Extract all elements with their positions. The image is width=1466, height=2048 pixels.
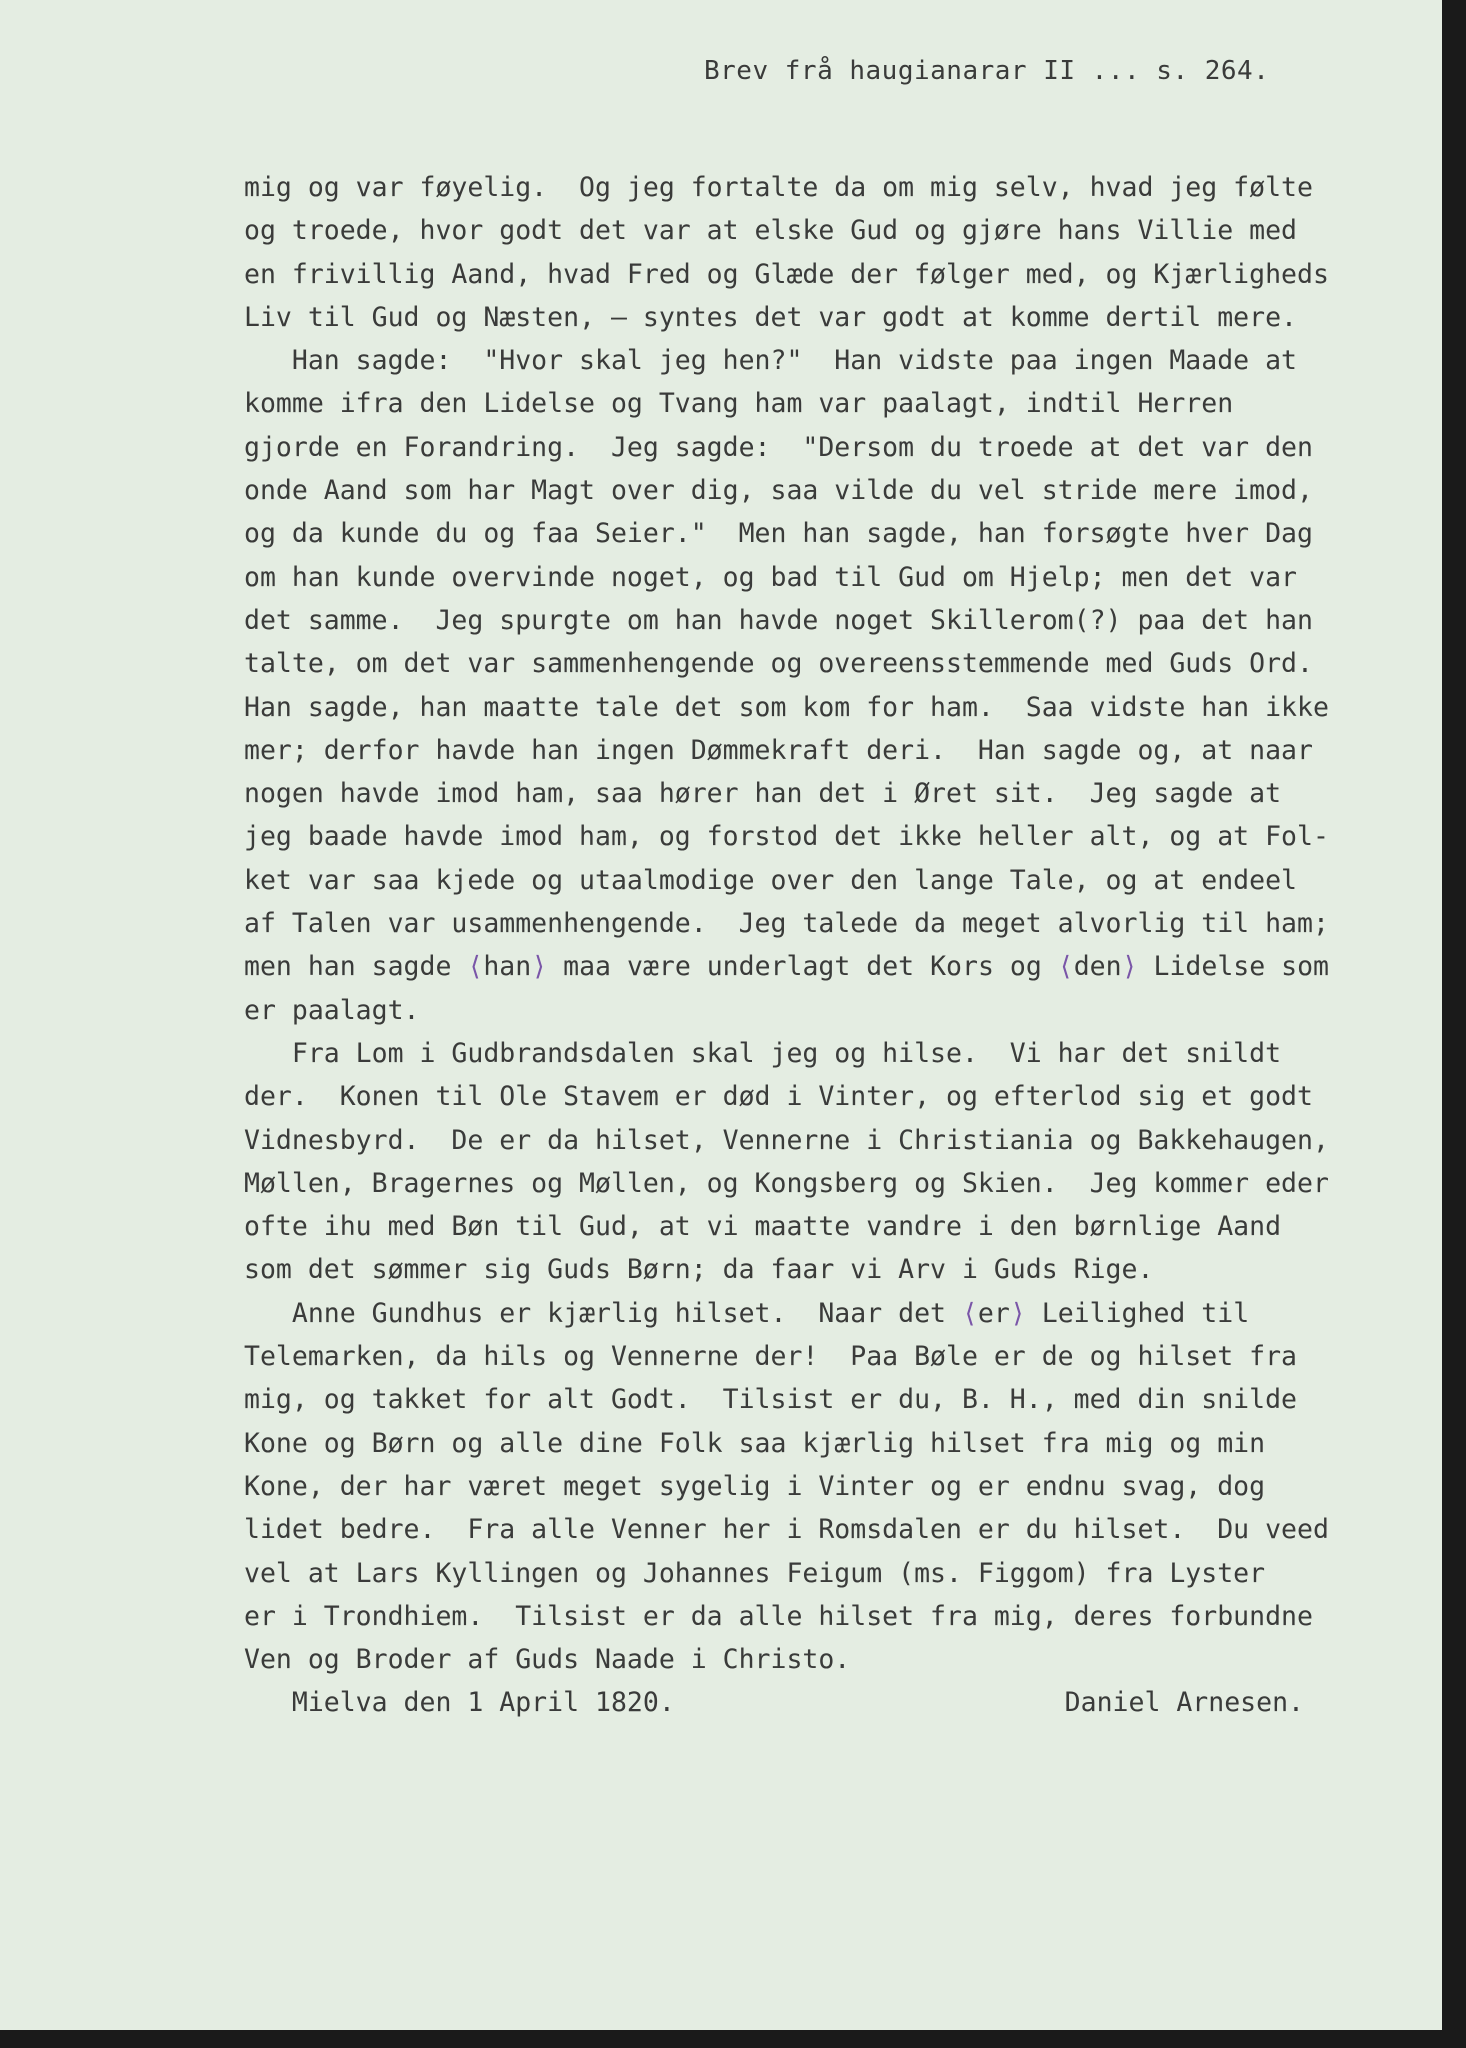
text-line: gjorde en Forandring. Jeg sagde: "Dersom du troede at det var den: [244, 431, 1313, 463]
text-line: jeg baade havde imod ham, og forstod det ikke heller alt, og at Fol-: [244, 821, 1329, 853]
text-line: vel at Lars Kyllingen og Johannes Feigum (ms. Figgom) fra Lyster: [244, 1557, 1266, 1589]
signature: Daniel Arnesen.: [1064, 1687, 1304, 1719]
editor-bracket-open: ⟨: [467, 951, 484, 983]
text-line: Telemarken, da hils og Vennerne der! Paa Bøle er de og hilset fra: [244, 1341, 1297, 1373]
text-line: talte, om det var sammenhengende og overeensstemmende med Guds Ord.: [244, 648, 1313, 680]
text-line: ket var saa kjede og utaalmodige over den lange Tale, og at endeel: [244, 864, 1297, 896]
page-reference-header: Brev frå haugianarar II ... s. 264.: [704, 56, 1270, 86]
text-line: og troede, hvor godt det var at elske Gud og gjøre hans Villie med: [244, 215, 1297, 247]
inserted-word: er: [977, 1297, 1010, 1329]
text-line: Ven og Broder af Guds Naade i Christo.: [244, 1644, 851, 1676]
editor-bracket-open: ⟨: [1057, 951, 1074, 983]
text-line: som det sømmer sig Guds Børn; da faar vi Arv i Guds Rige.: [244, 1254, 1154, 1286]
editor-bracket-open: ⟨: [961, 1297, 978, 1329]
text-line: mig og var føyelig. Og jeg fortalte da om mig selv, hvad jeg følte: [244, 172, 1313, 203]
inserted-word: han: [483, 951, 532, 983]
editor-bracket-close: ⟩: [1121, 951, 1138, 983]
text-line: Liv til Gud og Næsten, — syntes det var godt at komme dertil mere.: [244, 301, 1297, 333]
place-and-date: Mielva den 1 April 1820.: [244, 1687, 675, 1719]
text-line: er i Trondhiem. Tilsist er da alle hilset fra mig, deres forbundne: [244, 1600, 1313, 1632]
text-line: Fra Lom i Gudbrandsdalen skal jeg og hilse. Vi har det snildt: [244, 1037, 1282, 1069]
text-line: mer; derfor havde han ingen Dømmekraft deri. Han sagde og, at naar: [244, 734, 1313, 766]
text-line: mig, og takket for alt Godt. Tilsist er du, B. H., med din snilde: [244, 1384, 1297, 1416]
letter-body: [244, 166, 1419, 1725]
text-line: lidet bedre. Fra alle Venner her i Romsdalen er du hilset. Du veed: [244, 1514, 1329, 1546]
text-line: og da kunde du og faa Seier." Men han sagde, han forsøgte hver Dag: [244, 518, 1313, 550]
text-line: er paalagt.: [244, 994, 420, 1026]
text-line: Vidnesbyrd. De er da hilset, Vennerne i Christiania og Bakkehaugen,: [244, 1124, 1329, 1156]
text-line: nogen havde imod ham, saa hører han det i Øret sit. Jeg sagde at: [244, 778, 1282, 810]
text-line-with-editor-marks: men han sagde ⟨han⟩ maa være underlagt det Kors og ⟨den⟩ Lidelse som: [244, 951, 1329, 983]
text-line: Han sagde: "Hvor skal jeg hen?" Han vidste paa ingen Maade at: [244, 345, 1297, 377]
closing-line: [244, 1681, 1304, 1724]
text-line: Han sagde, han maatte tale det som kom for ham. Saa vidste han ikke: [244, 691, 1329, 723]
text-line: Kone, der har været meget sygelig i Vinter og er endnu svag, dog: [244, 1470, 1266, 1502]
text-line: ofte ihu med Bøn til Gud, at vi maatte vandre i den børnlige Aand: [244, 1211, 1282, 1243]
text-line: onde Aand som har Magt over dig, saa vilde du vel stride mere imod,: [244, 475, 1313, 507]
text-line: af Talen var usammenhengende. Jeg talede da meget alvorlig til ham;: [244, 908, 1329, 940]
editor-bracket-close: ⟩: [531, 951, 548, 983]
text-line: det samme. Jeg spurgte om han havde noget Skillerom(?) paa det han: [244, 604, 1313, 636]
text-line-with-editor-marks: Anne Gundhus er kjærlig hilset. Naar det ⟨er⟩ Leilighed til: [244, 1297, 1250, 1329]
text-line: komme ifra den Lidelse og Tvang ham var paalagt, indtil Herren: [244, 388, 1234, 420]
inserted-word: den: [1073, 951, 1122, 983]
text-line: Kone og Børn og alle dine Folk saa kjærlig hilset fra mig og min: [244, 1427, 1266, 1459]
text-line: Møllen, Bragernes og Møllen, og Kongsberg og Skien. Jeg kommer eder: [244, 1167, 1329, 1199]
editor-bracket-close: ⟩: [1009, 1297, 1026, 1329]
text-line: en frivillig Aand, hvad Fred og Glæde der følger med, og Kjærligheds: [244, 258, 1329, 290]
text-line: om han kunde overvinde noget, og bad til Gud om Hjelp; men det var: [244, 561, 1297, 593]
text-line: der. Konen til Ole Stavem er død i Vinter, og efterlod sig et godt: [244, 1081, 1313, 1113]
